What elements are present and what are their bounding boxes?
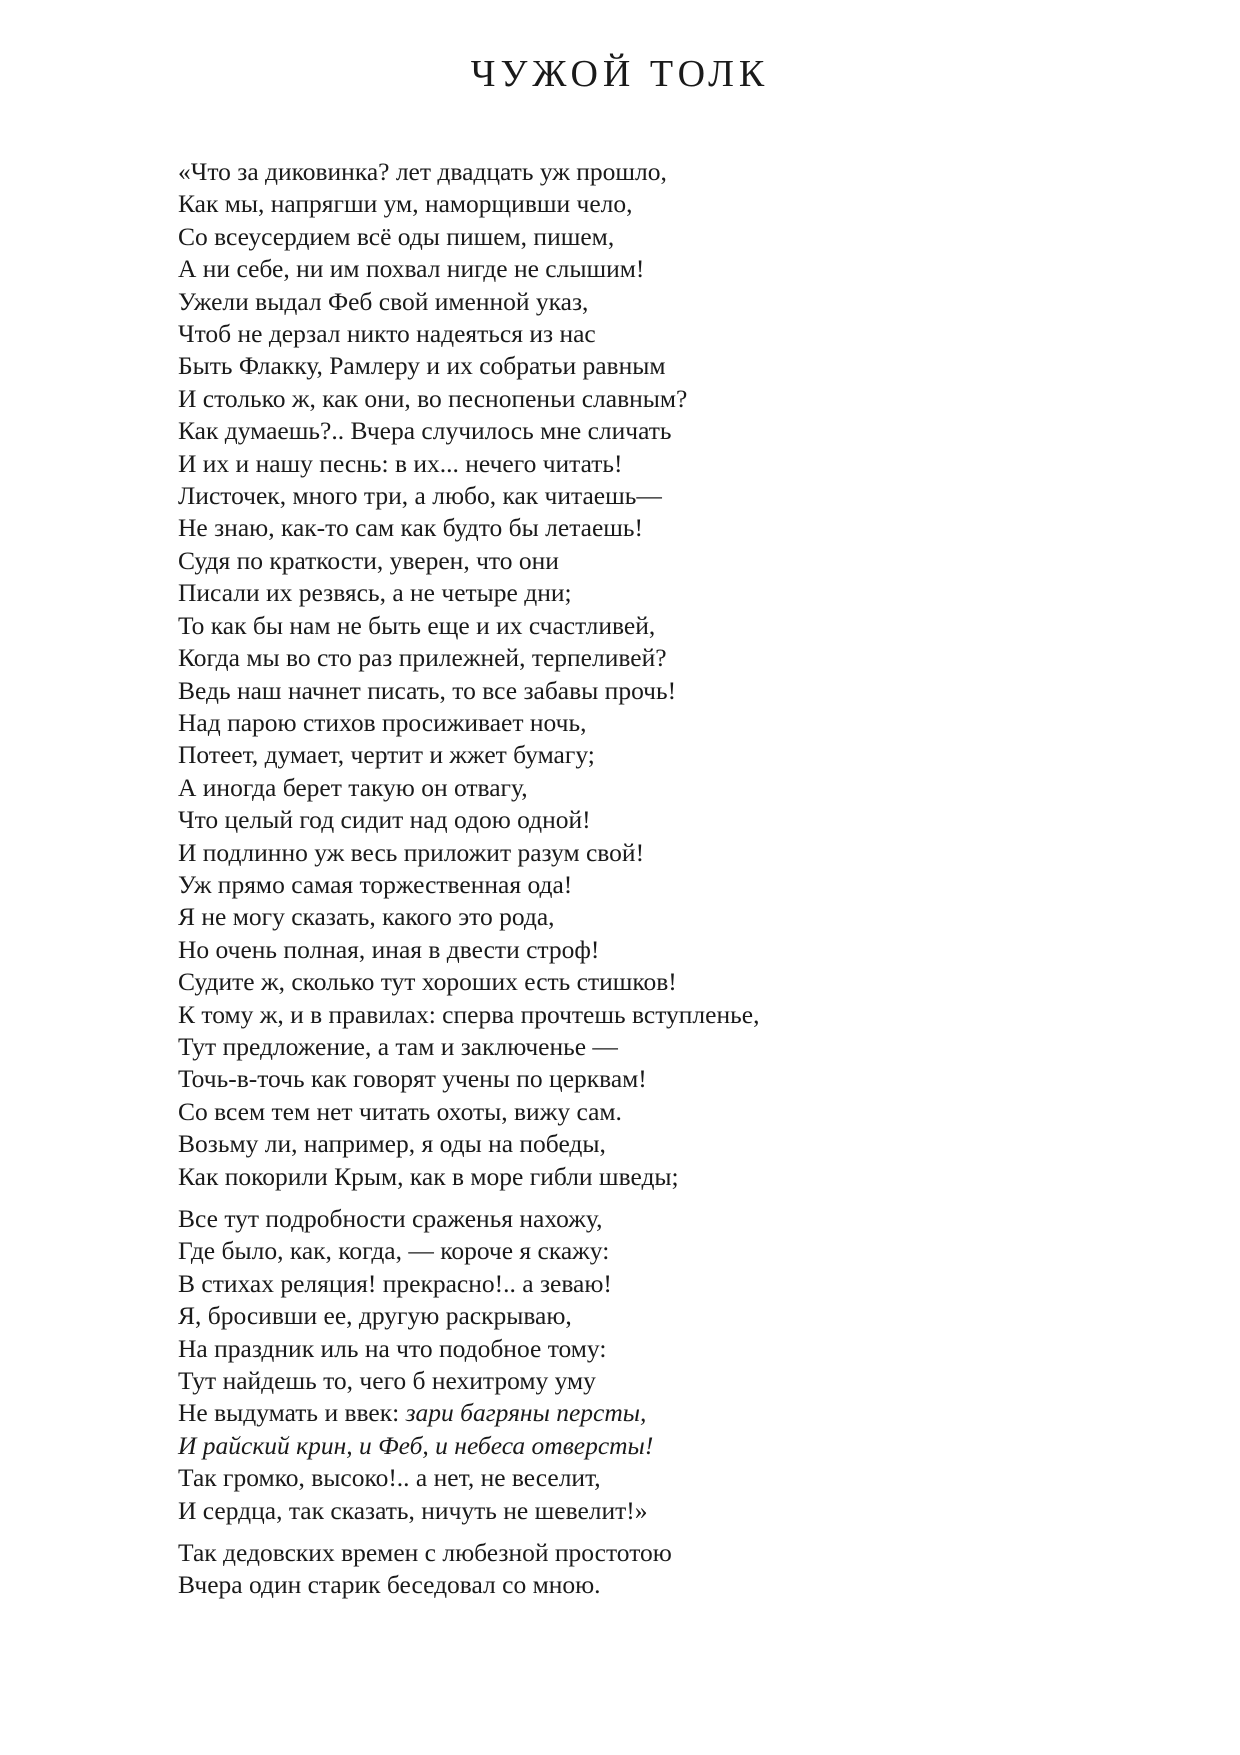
poem-line: Тут найдешь то, чего б нехитрому уму: [178, 1366, 596, 1396]
poem-line: Листочек, много три, а любо, как читаешь—: [178, 481, 662, 511]
poem-line: Где было, как, когда, — короче я скажу:: [178, 1236, 610, 1266]
poem-line: [178, 1397, 1178, 1429]
stanza-2: [178, 1203, 1178, 1527]
poem-line: И подлинно уж весь приложит разум свой!: [178, 837, 645, 867]
poem-line: Со всеусердием всё оды пишем, пишем,: [178, 221, 615, 251]
poem-line: Возьму ли, например, я оды на победы,: [178, 1129, 606, 1159]
poem-line: «Что за диковинка? лет двадцать уж прошло,: [178, 157, 667, 186]
poem-line: А иногда берет такую он отвагу,: [178, 772, 528, 802]
poem-line: Я, бросивши ее, другую раскрываю,: [178, 1301, 572, 1331]
poem-line: И их и нашу песнь: в их... нечего читать!: [178, 448, 623, 478]
poem-line: Чтоб не дерзал никто надеяться из нас: [178, 319, 596, 349]
page-title: ЧУЖОЙ ТОЛК: [470, 53, 770, 95]
poem-line: Тут предложение, а там и заключенье —: [178, 1031, 618, 1061]
poem-line: Потеет, думает, чертит и жжет бумагу;: [178, 740, 595, 770]
poem-line: Что целый год сидит над одою одной!: [178, 805, 591, 835]
poem-line: Со всем тем нет читать охоты, вижу сам.: [178, 1096, 622, 1126]
poem-line-italic: И райский крин, и Феб, и небеса отверсты!: [178, 1430, 654, 1460]
poem-line: И столько ж, как они, во песнопеньи славным?: [178, 383, 688, 413]
poem-line: Я не могу сказать, какого это рода,: [178, 902, 555, 932]
poem-line: И сердца, так сказать, ничуть не шевелит!»: [178, 1495, 648, 1525]
poem-body: [178, 156, 1178, 1612]
poem-line: Все тут подробности сраженья нахожу,: [178, 1204, 603, 1233]
poem-line: Так дедовских времен с любезной простотою: [178, 1538, 672, 1568]
poem-line: А ни себе, ни им похвал нигде не слышим!: [178, 254, 645, 284]
poem-line: Так громко, высоко!.. а нет, не веселит,: [178, 1463, 601, 1493]
poem-line: То как бы нам не быть еще и их счастливей,: [178, 610, 656, 640]
stanza-3: [178, 1537, 1178, 1602]
poem-line: Как покорили Крым, как в море гибли шведы;: [178, 1161, 679, 1191]
poem-line: Судите ж, сколько тут хороших есть стишков!: [178, 967, 677, 997]
poem-line: Судя по краткости, уверен, что они: [178, 545, 559, 575]
poem-line: Не знаю, как-то сам как будто бы летаешь!: [178, 513, 644, 543]
poem-line: Уж прямо самая торжественная ода!: [178, 869, 573, 899]
poem-line: На праздник иль на что подобное тому:: [178, 1333, 607, 1363]
poem-line-italic-part: зари багряны персты,: [405, 1398, 647, 1428]
poem-line: Когда мы во сто раз прилежней, терпеливей?: [178, 643, 667, 673]
poem-line: Над парою стихов просиживает ночь,: [178, 707, 587, 737]
poem-line: К тому ж, и в правилах: сперва прочтешь вступленье,: [178, 999, 760, 1029]
poem-line: Но очень полная, иная в двести строф!: [178, 934, 600, 964]
poem-line: Как мы, напрягши ум, наморщивши чело,: [178, 189, 633, 219]
poem-line: Вчера один старик беседовал со мною.: [178, 1570, 601, 1600]
poem-line-plain-part: Не выдумать и ввек:: [178, 1398, 406, 1428]
poem-line: Быть Флакку, Рамлеру и их собратьи равным: [178, 351, 666, 381]
poem-line: В стихах реляция! прекрасно!.. а зеваю!: [178, 1268, 612, 1298]
poem-line: Писали их резвясь, а не четыре дни;: [178, 578, 572, 608]
poem-line: Как думаешь?.. Вчера случилось мне сличать: [178, 416, 672, 446]
poem-line: Точь-в-точь как говорят учены по церквам!: [178, 1064, 647, 1094]
stanza-1: [178, 156, 1178, 1193]
poem-line: Ведь наш начнет писать, то все забавы прочь!: [178, 675, 677, 705]
poem-line: Ужели выдал Феб свой именной указ,: [178, 286, 589, 316]
